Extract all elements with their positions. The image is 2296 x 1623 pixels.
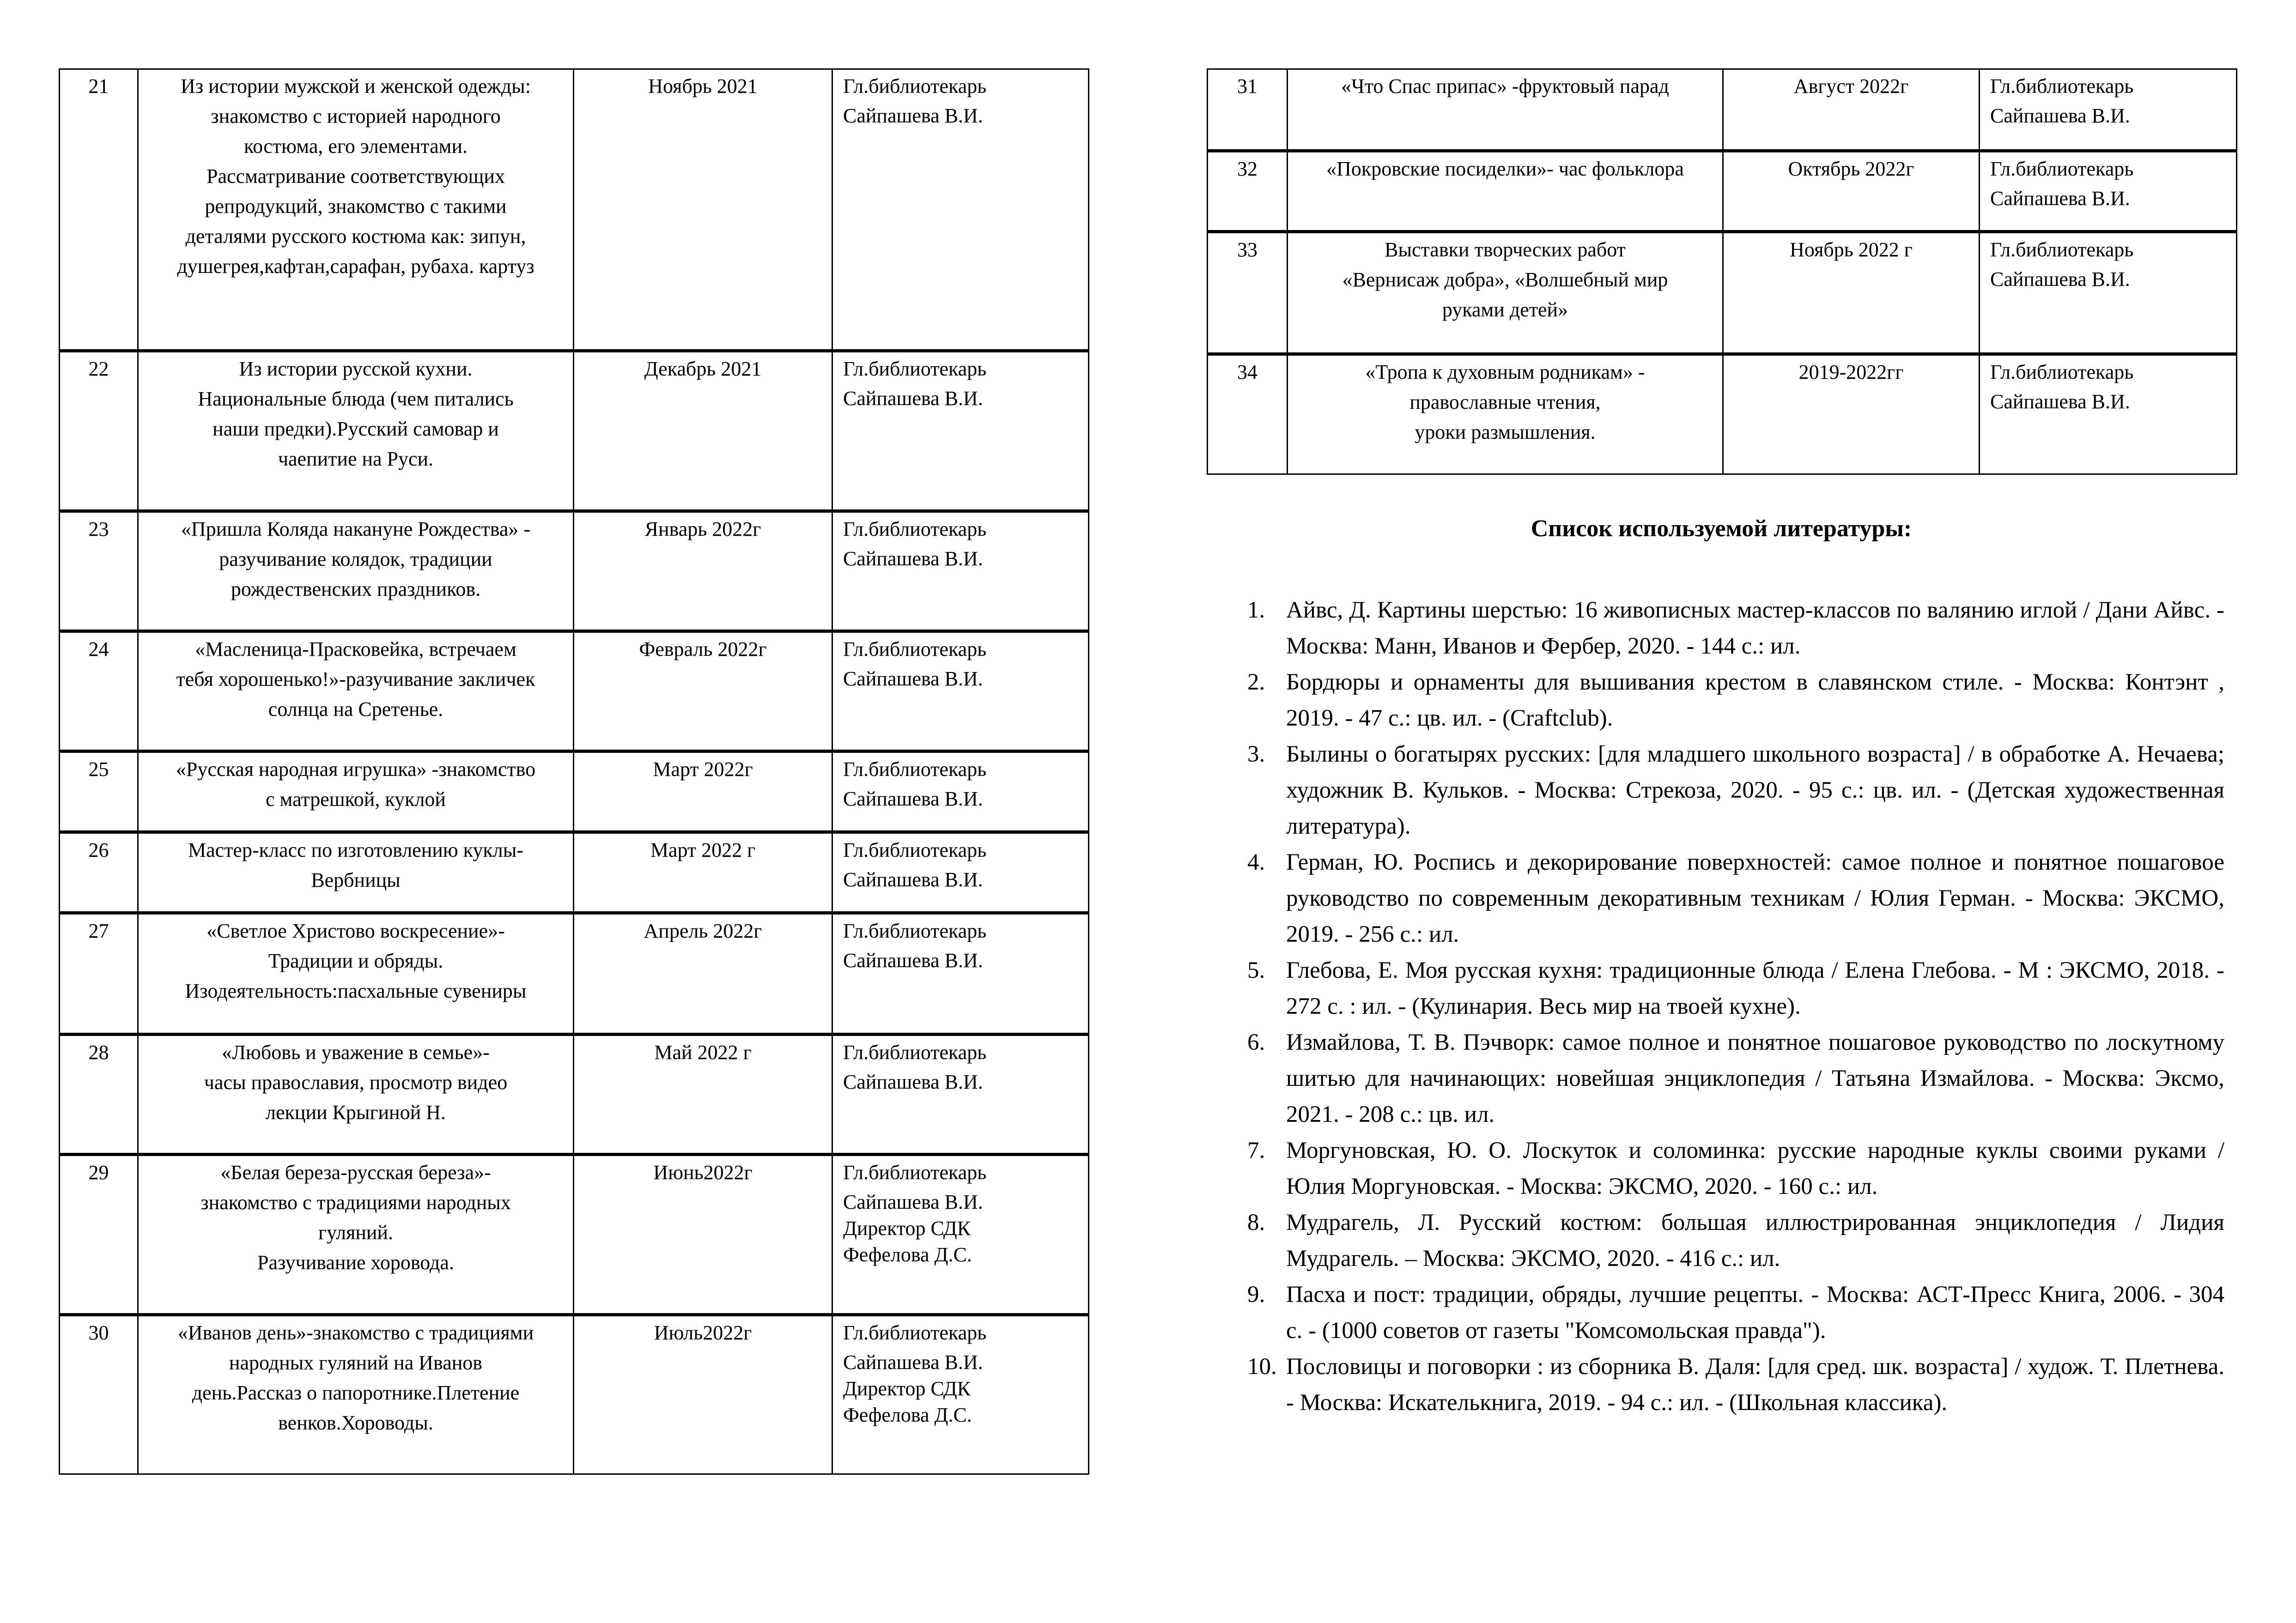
responsible-line: Сайпашева В.И.: [843, 868, 983, 891]
table-row: [60, 1315, 1089, 1474]
event-date: Март 2022 г: [574, 832, 832, 913]
table-row: [1208, 354, 2237, 474]
row-number: 26: [60, 832, 138, 913]
description-line: день.Рассказ о папоротнике.Плетение: [192, 1381, 520, 1404]
bibliography-item-number: 6.: [1247, 1030, 1265, 1055]
description-line: «Вернисаж добра», «Волшебный мир: [1342, 268, 1668, 291]
description-line: Из истории мужской и женской одежды:: [181, 75, 531, 97]
responsible-line: Гл.библиотекарь: [1990, 75, 2134, 97]
description-line: «Тропа к духовным родникам» -: [1365, 361, 1645, 383]
event-description: [138, 511, 574, 631]
description-line: Разучивание хоровода.: [257, 1251, 454, 1274]
event-date: Март 2022г: [574, 751, 832, 832]
event-description: [138, 1315, 574, 1474]
bibliography-item-text: Моргуновская, Ю. О. Лоскуток и соломинка: русские народные куклы своими руками / Юлия Моргуновская. - Москва: ЭКСМО, 2020. - 160 с.: ил.: [1286, 1138, 2224, 1199]
table-row: [60, 631, 1089, 751]
description-line: деталями русского костюма как: зипун,: [185, 225, 526, 248]
event-date: Ноябрь 2022 г: [1723, 232, 1980, 354]
bibliography-item: [1247, 1349, 2224, 1421]
event-date: Июнь2022г: [574, 1155, 832, 1315]
description-line: разучивание колядок, традиции: [219, 548, 492, 570]
event-date: 2019-2022гг: [1723, 354, 1980, 474]
row-number: 28: [60, 1035, 138, 1155]
description-line: знакомство с историей народного: [211, 105, 501, 127]
description-line: Национальные блюда (чем питались: [198, 388, 514, 410]
responsible-person: [1980, 151, 2237, 232]
event-date: Июль2022г: [574, 1315, 832, 1474]
row-number: 22: [60, 351, 138, 511]
responsible-line: Гл.библиотекарь: [843, 1041, 987, 1064]
responsible-line: Гл.библиотекарь: [843, 839, 987, 861]
bibliography-item-number: 2.: [1247, 669, 1265, 695]
description-line: душегрея,кафтан,сарафан, рубаха. картуз: [177, 255, 535, 278]
event-description: [1288, 69, 1723, 151]
description-line: «Светлое Христово воскресение»-: [207, 920, 505, 942]
event-date: Февраль 2022г: [574, 631, 832, 751]
row-number: 21: [60, 69, 138, 351]
bibliography-item: [1247, 952, 2224, 1024]
event-date: Октябрь 2022г: [1723, 151, 1980, 232]
table-row: [60, 1035, 1089, 1155]
responsible-person: [832, 1155, 1089, 1315]
responsible-person: [1980, 354, 2237, 474]
responsible-line: Гл.библиотекарь: [843, 1321, 987, 1344]
row-number: 34: [1208, 354, 1288, 474]
row-number: 32: [1208, 151, 1288, 232]
event-description: [1288, 354, 1723, 474]
event-description: [138, 832, 574, 913]
event-date: Май 2022 г: [574, 1035, 832, 1155]
bibliography-item-number: 5.: [1247, 957, 1265, 983]
description-line: Из истории русской кухни.: [239, 357, 473, 380]
responsible-line: Гл.библиотекарь: [843, 75, 987, 97]
description-line: рождественских праздников.: [231, 578, 481, 600]
responsible-line: Гл.библиотекарь: [843, 1161, 987, 1184]
description-line: тебя хорошенько!»-разучивание закличек: [176, 668, 535, 690]
description-line: гуляний.: [318, 1221, 393, 1244]
description-line: «Покровские посиделки»- час фольклора: [1326, 157, 1684, 180]
description-line: костюма, его элементами.: [243, 135, 468, 157]
event-date: Август 2022г: [1723, 69, 1980, 151]
bibliography-item-text: Мудрагель, Л. Русский костюм: большая иллюстрированная энциклопедия / Лидия Мудрагель. – Москва: ЭКСМО, 2020. - 416 с.: ил.: [1286, 1210, 2224, 1272]
responsible-person: [832, 511, 1089, 631]
bibliography-item-number: 7.: [1247, 1138, 1265, 1163]
description-line: лекции Крыгиной Н.: [266, 1101, 446, 1124]
description-line: часы православия, просмотр видео: [204, 1071, 508, 1094]
bibliography-item: [1247, 1024, 2224, 1132]
row-number: 31: [1208, 69, 1288, 151]
event-description: [138, 69, 574, 351]
event-description: [138, 351, 574, 511]
responsible-person: [1980, 69, 2237, 151]
events-table-left: [59, 68, 1089, 1475]
description-line: «Пришла Коляда накануне Рождества» -: [181, 518, 531, 540]
row-number: 25: [60, 751, 138, 832]
description-line: наши предки).Русский самовар и: [213, 418, 499, 440]
responsible-line: Сайпашева В.И.: [1990, 187, 2130, 210]
description-line: чаепитие на Руси.: [278, 448, 434, 470]
bibliography-item-number: 8.: [1247, 1210, 1265, 1235]
bibliography-item: [1247, 1132, 2224, 1205]
responsible-line: Гл.библиотекарь: [1990, 157, 2134, 180]
table-row: [1208, 69, 2237, 151]
table-row: [60, 351, 1089, 511]
responsible-line: Гл.библиотекарь: [843, 758, 987, 781]
responsible-person: [1980, 232, 2237, 354]
responsible-person: [832, 1315, 1089, 1474]
responsible-line: Директор СДК: [843, 1217, 971, 1240]
description-line: «Что Спас припас» -фруктовый парад: [1341, 75, 1669, 97]
responsible-person: [832, 69, 1089, 351]
description-line: уроки размышления.: [1415, 421, 1596, 443]
bibliography-item-text: Былины о богатырях русских: [для младшего школьного возраста] / в обработке А. Нечаева; художник В. Кульков. - Москва: Стрекоза, 2020. - 95 с.: цв. ил. - (Детская художественная литература).: [1286, 741, 2224, 839]
bibliography-list: [1247, 592, 2224, 1421]
responsible-person: [832, 351, 1089, 511]
table-row: [60, 913, 1089, 1035]
responsible-line: Фефелова Д.С.: [843, 1404, 972, 1426]
responsible-person: [832, 1035, 1089, 1155]
events-table-right: [1207, 68, 2237, 475]
responsible-line: Гл.библиотекарь: [1990, 361, 2134, 383]
bibliography-item-number: 3.: [1247, 741, 1265, 767]
table-row: [60, 832, 1089, 913]
responsible-line: Сайпашева В.И.: [843, 787, 983, 810]
event-description: [138, 751, 574, 832]
bibliography-item-text: Измайлова, Т. В. Пэчворк: самое полное и понятное пошаговое руководство по лоскутному шитью для начинающих: новейшая энциклопедия / Татьяна Измайлова. - Москва: Эксмо, 2021. - 208 с.: цв. ил.: [1286, 1030, 2224, 1127]
table-row: [60, 511, 1089, 631]
responsible-line: Сайпашева В.И.: [843, 104, 983, 127]
bibliography-item: [1247, 1277, 2224, 1349]
description-line: с матрешкой, куклой: [266, 788, 446, 811]
bibliography-item: [1247, 664, 2224, 736]
responsible-person: [832, 832, 1089, 913]
description-line: «Любовь и уважение в семье»-: [222, 1041, 490, 1064]
event-date: Апрель 2022г: [574, 913, 832, 1035]
responsible-line: Гл.библиотекарь: [843, 357, 987, 380]
description-line: «Масленица-Прасковейка, встречаем: [195, 638, 516, 660]
responsible-line: Сайпашева В.И.: [843, 1351, 983, 1374]
description-line: Изодеятельность:пасхальные сувениры: [185, 980, 527, 1002]
row-number: 33: [1208, 232, 1288, 354]
table-row: [60, 751, 1089, 832]
description-line: венков.Хороводы.: [278, 1411, 433, 1434]
responsible-line: Фефелова Д.С.: [843, 1243, 972, 1266]
responsible-line: Сайпашева В.И.: [843, 1191, 983, 1213]
responsible-line: Сайпашева В.И.: [1990, 390, 2130, 413]
row-number: 29: [60, 1155, 138, 1315]
responsible-line: Гл.библиотекарь: [843, 920, 987, 942]
description-line: Мастер-класс по изготовлению куклы-: [188, 839, 523, 861]
events-table-right-body: [1208, 69, 2237, 474]
responsible-person: [832, 751, 1089, 832]
bibliography-title: Список используемой литературы:: [1531, 515, 1912, 542]
description-line: репродукций, знакомство с такими: [205, 195, 507, 218]
responsible-line: Сайпашева В.И.: [843, 547, 983, 570]
row-number: 24: [60, 631, 138, 751]
row-number: 27: [60, 913, 138, 1035]
bibliography-item: [1247, 592, 2224, 664]
description-line: Вербницы: [311, 869, 401, 891]
event-description: [138, 913, 574, 1035]
bibliography-item-number: 9.: [1247, 1282, 1265, 1308]
bibliography-item-text: Айвс, Д. Картины шерстью: 16 живописных мастер-классов по валянию иглой / Дани Айвс. - Москва: Манн, Иванов и Фербер, 2020. - 144 с.: ил.: [1286, 597, 2224, 659]
bibliography-item-number: 10.: [1247, 1354, 1277, 1380]
responsible-line: Гл.библиотекарь: [843, 518, 987, 540]
table-row: [60, 69, 1089, 351]
event-date: Ноябрь 2021: [574, 69, 832, 351]
bibliography-item-number: 4.: [1247, 849, 1265, 875]
events-table-left-body: [60, 69, 1089, 1474]
description-line: Традиции и обряды.: [268, 950, 443, 972]
row-number: 30: [60, 1315, 138, 1474]
responsible-person: [832, 913, 1089, 1035]
responsible-line: Гл.библиотекарь: [843, 638, 987, 660]
table-row: [1208, 232, 2237, 354]
responsible-line: Сайпашева В.И.: [843, 667, 983, 690]
responsible-line: Гл.библиотекарь: [1990, 238, 2134, 261]
responsible-person: [832, 631, 1089, 751]
event-description: [138, 1155, 574, 1315]
bibliography-item-text: Герман, Ю. Роспись и декорирование поверхностей: самое полное и понятное пошаговое руководство по современным декоративным техникам / Юлия Герман. - Москва: ЭКСМО, 2019. - 256 с.: ил.: [1286, 849, 2224, 947]
event-date: Декабрь 2021: [574, 351, 832, 511]
responsible-line: Сайпашева В.И.: [843, 1071, 983, 1093]
event-description: [138, 1035, 574, 1155]
responsible-line: Сайпашева В.И.: [843, 949, 983, 972]
responsible-line: Директор СДК: [843, 1377, 971, 1400]
description-line: народных гуляний на Иванов: [229, 1351, 483, 1374]
description-line: «Русская народная игрушка» -знакомство: [176, 758, 536, 781]
bibliography-item-text: Глебова, Е. Моя русская кухня: традиционные блюда / Елена Глебова. - М : ЭКСМО, 2018. - 272 с. : ил. - (Кулинария. Весь мир на твоей кухне).: [1286, 957, 2224, 1019]
event-description: [138, 631, 574, 751]
description-line: «Иванов день»-знакомство с традициями: [177, 1321, 534, 1344]
description-line: Рассматривание соответствующих: [207, 165, 505, 188]
bibliography-item: [1247, 1205, 2224, 1277]
description-line: руками детей»: [1442, 298, 1568, 321]
description-line: знакомство с традициями народных: [200, 1191, 511, 1214]
description-line: солнца на Сретенье.: [268, 698, 443, 721]
responsible-line: Сайпашева В.И.: [1990, 268, 2130, 291]
description-line: Выставки творческих работ: [1385, 238, 1626, 261]
responsible-line: Сайпашева В.И.: [1990, 104, 2130, 127]
bibliography-item-text: Бордюры и орнаменты для вышивания крестом в славянском стиле. - Москва: Контэнт , 2019. - 47 с.: цв. ил. - (Craftclub).: [1286, 669, 2224, 731]
bibliography-item: [1247, 844, 2224, 952]
bibliography-item-number: 1.: [1247, 597, 1265, 623]
table-row: [60, 1155, 1089, 1315]
description-line: православные чтения,: [1409, 391, 1601, 413]
event-date: Январь 2022г: [574, 511, 832, 631]
bibliography-item: [1247, 736, 2224, 844]
table-row: [1208, 151, 2237, 232]
bibliography-item-text: Пасха и пост: традиции, обряды, лучшие рецепты. - Москва: АСТ-Пресс Книга, 2006. - 304 с. - (1000 советов от газеты "Комсомольская правда").: [1286, 1282, 2224, 1344]
event-description: [1288, 232, 1723, 354]
bibliography-item-text: Пословицы и поговорки : из сборника В. Даля: [для сред. шк. возраста] / худож. Т. Плетнева. - Москва: Искателькнига, 2019. - 94 с.: ил. - (Школьная классика).: [1286, 1354, 2224, 1416]
event-description: [1288, 151, 1723, 232]
description-line: «Белая береза-русская береза»-: [220, 1161, 491, 1184]
row-number: 23: [60, 511, 138, 631]
responsible-line: Сайпашева В.И.: [843, 387, 983, 410]
